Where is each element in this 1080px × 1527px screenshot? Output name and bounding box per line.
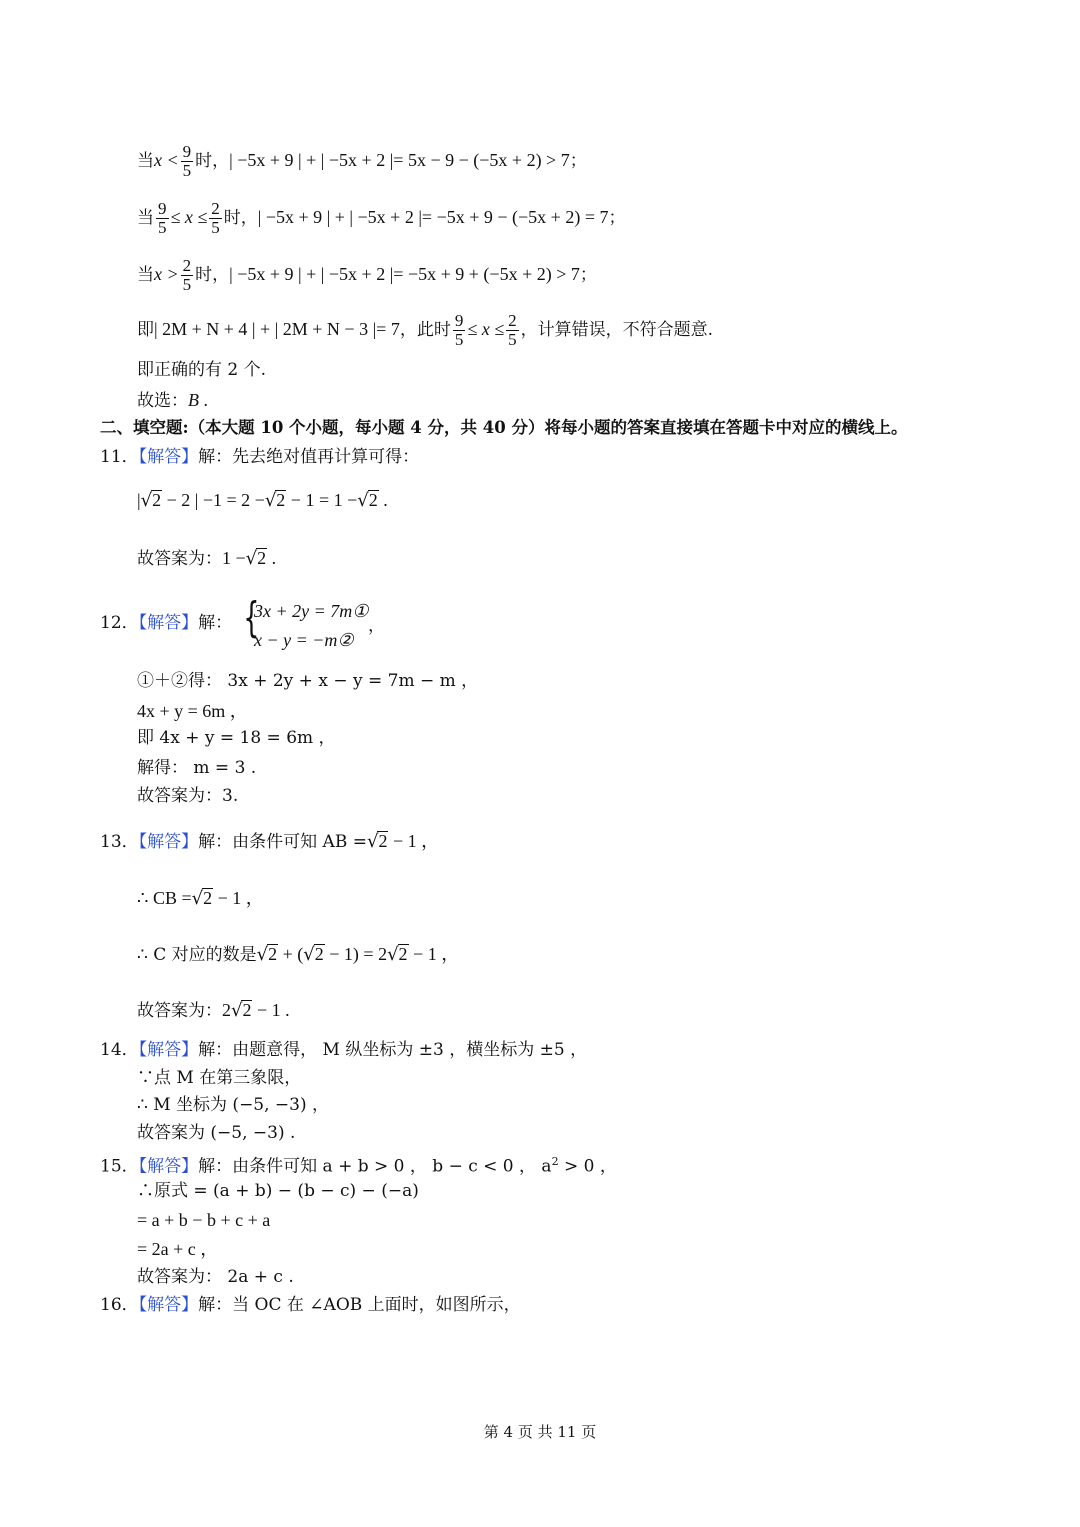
- math: 2: [222, 1000, 231, 1020]
- numerator: 2: [182, 256, 192, 275]
- fraction: [506, 312, 519, 349]
- math: − 1) = 2: [324, 944, 388, 964]
- q11-calc: [137, 490, 388, 511]
- text: .: [199, 390, 208, 410]
- text: 时，: [223, 207, 258, 228]
- math: |: [137, 490, 141, 510]
- denominator: 5: [158, 217, 167, 237]
- math: .: [378, 490, 388, 510]
- sqrt-icon: √: [245, 548, 258, 569]
- numerator: 9: [454, 311, 464, 330]
- text: > 0 ，: [558, 1156, 617, 1177]
- answer-tag: 【解答】: [138, 1040, 199, 1060]
- q12-line-2: 4x + y = 6m ，: [137, 701, 248, 721]
- q12-line-4: 解得： m = 3 .: [137, 758, 257, 778]
- sqrt-icon: √: [357, 490, 369, 511]
- q13-line-1: [137, 888, 264, 909]
- q12-answer: 故答案为：3.: [137, 786, 239, 806]
- q12-line-3: 即 4x + y = 18 = 6m ，: [137, 728, 336, 748]
- math: − 1 = 1 −: [286, 490, 358, 510]
- q14-head: [100, 1042, 587, 1059]
- denominator: 5: [508, 329, 517, 349]
- answer-tag: 【解答】: [138, 1156, 199, 1177]
- numerator: 2: [211, 199, 220, 218]
- question-number: 13．: [100, 832, 139, 852]
- q15-line-1: ∴原式 = (a + b) − (b − c) − (−a): [137, 1181, 419, 1201]
- q14-answer: 故答案为 (−5, −3) .: [137, 1123, 296, 1143]
- text: 故答案为：: [137, 549, 222, 569]
- text: 解：由条件可知 AB =: [198, 832, 367, 852]
- text: ；: [608, 207, 626, 228]
- sqrt-icon: √: [303, 944, 315, 965]
- answer-choice: B: [188, 390, 199, 410]
- q14-line-2: ∴ M 坐标为 (−5, −3) ，: [137, 1095, 330, 1115]
- math: | −5x + 9 | + | −5x + 2 |= −5x + 9 − (−5x + 2) = 7: [257, 206, 609, 227]
- fraction: [209, 200, 222, 237]
- text: ∴ C 对应的数是: [137, 945, 257, 965]
- radicand: 2: [378, 831, 388, 851]
- answer-tag: 【解答】: [138, 1295, 199, 1315]
- radicand: 2: [203, 888, 213, 908]
- text: 解：: [198, 613, 233, 633]
- choice-line: [137, 391, 208, 410]
- radicand: 2: [257, 548, 267, 568]
- denominator: 5: [182, 274, 192, 294]
- question-number: 16．: [100, 1295, 139, 1315]
- superscript: 2: [551, 1155, 559, 1168]
- sqrt-icon: √: [140, 490, 153, 511]
- q15-line-2: = a + b − b + c + a: [137, 1210, 271, 1230]
- question-number: 15．: [100, 1156, 139, 1177]
- text: 解：由题意得， M 纵坐标为 ±3 ，横坐标为 ±5 ，: [198, 1040, 588, 1060]
- case-line-2: [137, 200, 625, 237]
- math: | 2M + N + 4 | + | 2M + N − 3 |= 7: [154, 318, 400, 339]
- q12-line-1: ①＋②得： 3x + 2y + x − y = 7m − m ，: [137, 671, 479, 691]
- page-footer: 第 4 页 共 11 页: [483, 1423, 597, 1441]
- section-heading: 二、填空题:（本大题 10 个小题，每小题 4 分，共 40 分）将每小题的答案直接填在答题卡中对应的横线上。: [100, 418, 908, 437]
- q15-head: [100, 1156, 617, 1176]
- math: ≤ x ≤: [170, 206, 208, 227]
- sqrt-icon: √: [191, 888, 204, 909]
- radicand: 2: [398, 944, 408, 964]
- numerator: 9: [182, 142, 192, 161]
- math: ≤ x ≤: [467, 318, 505, 339]
- text: ，计算错误，不符合题意.: [520, 319, 713, 340]
- q12-head: [100, 615, 232, 632]
- text: ；: [579, 264, 597, 285]
- math: | −5x + 9 | + | −5x + 2 |= 5x − 9 − (−5x + 2) > 7: [229, 149, 570, 170]
- text: 即: [137, 319, 154, 340]
- text: 当: [137, 207, 154, 228]
- question-number: 12．: [100, 613, 139, 633]
- math: − 1 ，: [388, 831, 440, 851]
- sqrt-icon: √: [256, 944, 269, 965]
- radicand: 2: [276, 490, 286, 510]
- text: 解：由条件可知 a + b > 0 ， b − c < 0 ， a: [198, 1156, 552, 1177]
- q13-answer: [137, 1000, 290, 1021]
- system-eq-1: 3x + 2y = 7m①: [254, 601, 369, 621]
- text: ，此时: [399, 319, 451, 340]
- text: 故答案为：: [137, 1001, 222, 1021]
- q11-answer: [137, 548, 276, 569]
- numerator: 2: [508, 311, 517, 330]
- math: − 2 | −1 = 2 −: [162, 490, 265, 510]
- math: ∴ CB =: [137, 888, 192, 908]
- answer-tag: 【解答】: [138, 832, 199, 852]
- q15-answer: 故答案为： 2a + c .: [137, 1267, 294, 1287]
- math: + (: [278, 944, 304, 964]
- text: 故选：: [137, 391, 188, 411]
- sqrt-icon: √: [387, 944, 399, 965]
- sqrt-icon: √: [366, 831, 379, 852]
- correct-count: 即正确的有 2 个.: [137, 360, 267, 380]
- math: .: [267, 548, 277, 568]
- fraction: [453, 312, 466, 349]
- math: | −5x + 9 | + | −5x + 2 |= −5x + 9 + (−5x + 2) > 7: [229, 263, 580, 284]
- text: 解：当 OC 在 ∠AOB 上面时，如图所示，: [198, 1295, 521, 1315]
- system-eq-2: x − y = −m②: [254, 630, 354, 650]
- text: ；: [569, 150, 587, 171]
- text: 解：先去绝对值再计算可得：: [198, 447, 420, 467]
- radicand: 2: [368, 490, 378, 510]
- text: 时，: [195, 264, 230, 285]
- case-line-3: [137, 257, 597, 294]
- radicand: 2: [242, 1000, 252, 1020]
- answer-tag: 【解答】: [138, 447, 199, 467]
- conclusion-line: [137, 312, 713, 349]
- math: − 1 ，: [213, 888, 264, 908]
- text: 当: [137, 264, 154, 285]
- answer-tag: 【解答】: [138, 613, 199, 633]
- question-number: 11．: [100, 447, 139, 467]
- q16-head: [100, 1297, 521, 1314]
- system-comma: ，: [368, 616, 385, 636]
- q14-line-1: ∵点 M 在第三象限，: [137, 1068, 302, 1088]
- math: x >: [154, 263, 179, 284]
- radicand: 2: [314, 944, 324, 964]
- denominator: 5: [211, 217, 220, 237]
- denominator: 5: [182, 160, 192, 180]
- q13-head: [100, 831, 439, 852]
- radicand: 2: [268, 944, 278, 964]
- q11-head: [100, 449, 419, 466]
- fraction: [181, 143, 194, 180]
- text: 时，: [195, 150, 230, 171]
- denominator: 5: [454, 329, 464, 349]
- math: 1 −: [222, 548, 246, 568]
- math: − 1 .: [252, 1000, 290, 1020]
- math: x <: [154, 149, 179, 170]
- question-number: 14．: [100, 1040, 139, 1060]
- text: 当: [137, 150, 154, 171]
- q15-line-3: = 2a + c ，: [137, 1239, 219, 1259]
- left-brace-icon: {: [243, 593, 260, 642]
- numerator: 9: [158, 199, 167, 218]
- q13-line-2: [137, 944, 459, 965]
- math: − 1 ，: [408, 944, 460, 964]
- sqrt-icon: √: [231, 1000, 243, 1021]
- fraction: [156, 200, 169, 237]
- sqrt-icon: √: [264, 490, 277, 511]
- radicand: 2: [152, 490, 162, 510]
- fraction: [181, 257, 194, 294]
- case-line-1: [137, 143, 587, 180]
